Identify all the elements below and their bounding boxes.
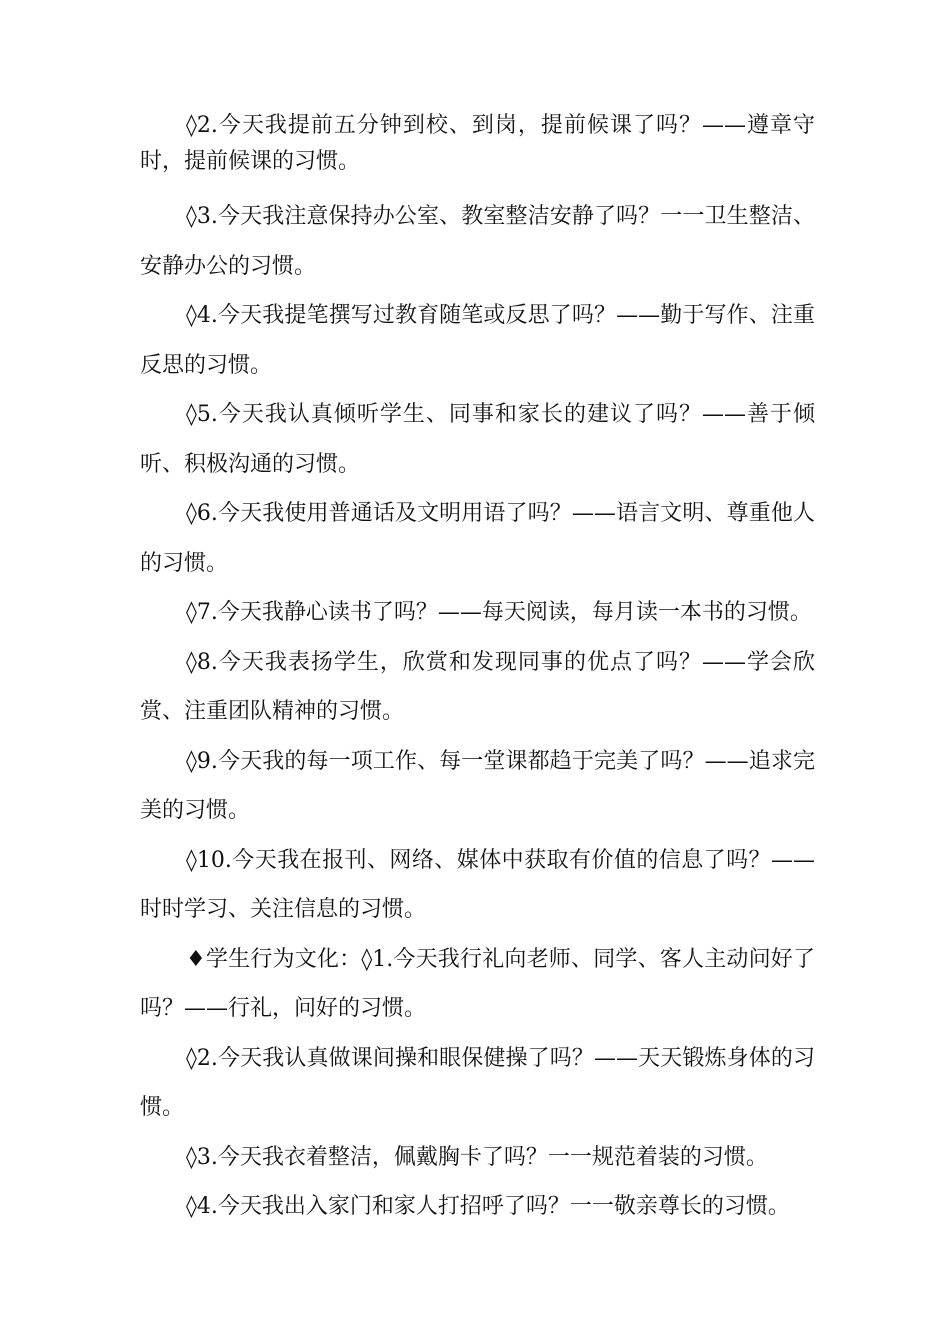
- paragraph-teacher-habit-7: ◊7.今天我静心读书了吗？——每天阅读，每月读一本书的习惯。: [186, 600, 812, 625]
- paragraph-teacher-habit-6: ◊6.今天我使用普通话及文明用语了吗？——语言文明、尊重他人的习惯。: [140, 501, 815, 576]
- paragraph-teacher-habit-3: ◊3.今天我注意保持办公室、教室整洁安静了吗？一一卫生整洁、安静办公的习惯。: [140, 204, 815, 279]
- paragraph-student-habit-2: ◊2.今天我认真做课间操和眼保健操了吗？——天天锻炼身体的习惯。: [140, 1045, 815, 1120]
- paragraph-student-habit-4: ◊4.今天我出入家门和家人打招呼了吗？一一敬亲尊长的习惯。: [186, 1194, 790, 1219]
- paragraph-teacher-habit-10: ◊10.今天我在报刊、网络、媒体中获取有价值的信息了吗？——时时学习、关注信息的习惯。: [140, 847, 815, 922]
- paragraph-teacher-habit-5: ◊5.今天我认真倾听学生、同事和家长的建议了吗？——善于倾听、积极沟通的习惯。: [140, 402, 815, 477]
- paragraph-student-habit-3: ◊3.今天我衣着整洁，佩戴胸卡了吗？一一规范着装的习惯。: [186, 1144, 768, 1170]
- paragraph-student-habit-1: ♦学生行为文化：◊1.今天我行礼向老师、同学、客人主动问好了吗？——行礼，问好的习惯。: [140, 946, 815, 1021]
- paragraph-teacher-habit-4: ◊4.今天我提笔撰写过教育随笔或反思了吗？——勤于写作、注重反思的习惯。: [140, 303, 815, 378]
- paragraph-teacher-habit-2: ◊2.今天我提前五分钟到校、到岗，提前候课了吗？——遵章守时，提前候课的习惯。: [140, 113, 815, 174]
- paragraph-teacher-habit-9: ◊9.今天我的每一项工作、每一堂课都趋于完美了吗？——追求完美的习惯。: [140, 748, 815, 823]
- document-body: [140, 108, 815, 1232]
- paragraph-teacher-habit-8: ◊8.今天我表扬学生，欣赏和发现同事的优点了吗？——学会欣赏、注重团队精神的习惯。: [140, 649, 815, 724]
